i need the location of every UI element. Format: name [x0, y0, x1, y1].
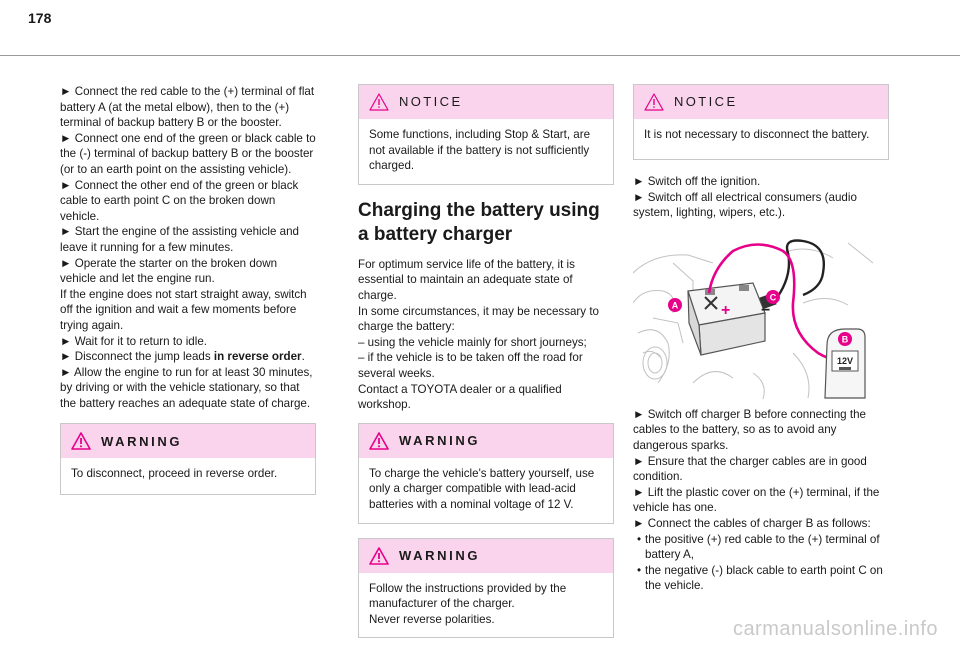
- warning-body: [359, 573, 613, 638]
- battery-charger-figure: [633, 233, 889, 401]
- paragraph: ► Switch off the ignition.: [633, 175, 761, 188]
- minus-sign: −: [761, 301, 771, 319]
- paragraph-disconnect: ► Disconnect the jump leads in reverse order.: [60, 350, 305, 364]
- warning-triangle-icon: [71, 432, 91, 450]
- paragraph: ► Connect the cables of charger B as follows:: [633, 516, 871, 530]
- paragraph: ► Lift the plastic cover on the (+) terminal, if the vehicle has one.: [633, 485, 880, 515]
- label-a: A: [671, 300, 679, 311]
- plus-sign: +: [721, 301, 731, 319]
- warning-text: To charge the vehicle's battery yourself, use only a charger compatible with lead-acid batteries with a nominal voltage of 12 V.: [369, 466, 595, 511]
- notice-text: Some functions, including Stop & Start, are not available if the battery is not sufficiently charged.: [369, 128, 591, 173]
- column-1: [60, 84, 316, 509]
- column-2: [358, 84, 614, 649]
- column-3: [633, 84, 889, 594]
- warning-box-charger: [358, 423, 614, 524]
- warning-header: [359, 424, 613, 458]
- label-c: C: [769, 292, 777, 303]
- warning-text: To disconnect, proceed in reverse order.: [71, 467, 278, 481]
- notice-header: [634, 85, 888, 119]
- warning-title: WARNING: [399, 547, 481, 563]
- notice-triangle-icon: [369, 93, 389, 111]
- notice-box: [358, 84, 614, 185]
- warning-box-instructions: [358, 538, 614, 639]
- paragraph: ► Operate the starter on the broken down vehicle and let the engine run.: [60, 256, 278, 286]
- paragraph: – if the vehicle is to be taken off the road for several weeks.: [358, 351, 583, 380]
- header-rule: [0, 55, 960, 56]
- notice-title: NOTICE: [674, 94, 738, 110]
- paragraph: ► Connect the other end of the green or black cable to earth point C on the broken down vehicle.: [60, 178, 299, 223]
- charger-voltage-label: 12V: [836, 355, 854, 366]
- notice-triangle-icon: [644, 93, 664, 111]
- paragraph: – using the vehicle mainly for short journeys;: [358, 335, 587, 349]
- engine-bay-illustration: [633, 233, 883, 401]
- paragraph: ► Connect the red cable to the (+) terminal of flat battery A (at the metal elbow), then to the (+) terminal of backup battery B or the booster.: [60, 85, 315, 130]
- paragraph: ► Start the engine of the assisting vehicle and leave it running for a few minutes.: [60, 225, 299, 254]
- paragraph: ► Ensure that the charger cables are in good condition.: [633, 454, 867, 484]
- label-b: B: [841, 334, 849, 345]
- paragraph: If the engine does not start straight away, switch off the ignition and wait a few moments before trying again.: [60, 287, 307, 332]
- sub-bullet: • the negative (-) black cable to earth point C on the vehicle.: [637, 563, 883, 593]
- warning-header: [61, 424, 315, 458]
- paragraph: ► Switch off all electrical consumers (audio system, lighting, wipers, etc.).: [633, 190, 857, 220]
- paragraph: In some circumstances, it may be necessary to charge the battery:: [358, 304, 599, 334]
- notice-box: [633, 84, 889, 160]
- warning-text: Never reverse polarities.: [369, 612, 495, 626]
- warning-title: WARNING: [101, 433, 183, 449]
- paragraph: ► Connect one end of the green or black cable to the (-) terminal of backup battery B or the booster (or to an earth point on the assisting vehicle).: [60, 131, 316, 176]
- warning-box: [60, 423, 316, 495]
- warning-triangle-icon: [369, 432, 389, 450]
- warning-text: Follow the instructions provided by the manufacturer of the charger.: [369, 581, 567, 611]
- page-number: 178: [28, 10, 52, 26]
- watermark: carmanualsonline.info: [732, 618, 938, 640]
- notice-header: [359, 85, 613, 119]
- paragraph: ► Switch off charger B before connecting the cables to the battery, so as to avoid any dangerous sparks.: [633, 407, 866, 452]
- paragraph: ► Wait for it to return to idle.: [60, 334, 207, 348]
- paragraph: ► Allow the engine to run for at least 30 minutes, by driving or with the vehicle stationary, so that the battery reaches an adequate state of charge.: [60, 365, 313, 410]
- paragraph: For optimum service life of the battery, it is essential to maintain an adequate state of charge.: [358, 257, 575, 302]
- warning-title: WARNING: [399, 432, 481, 448]
- notice-text: It is not necessary to disconnect the battery.: [644, 128, 870, 141]
- warning-header: [359, 539, 613, 573]
- sub-bullet: • the positive (+) red cable to the (+) terminal of battery A,: [637, 532, 880, 562]
- notice-title: NOTICE: [399, 94, 463, 110]
- warning-triangle-icon: [369, 547, 389, 565]
- paragraph: Contact a TOYOTA dealer or a qualified workshop.: [358, 382, 562, 412]
- section-heading: Charging the battery using a battery charger: [358, 199, 600, 245]
